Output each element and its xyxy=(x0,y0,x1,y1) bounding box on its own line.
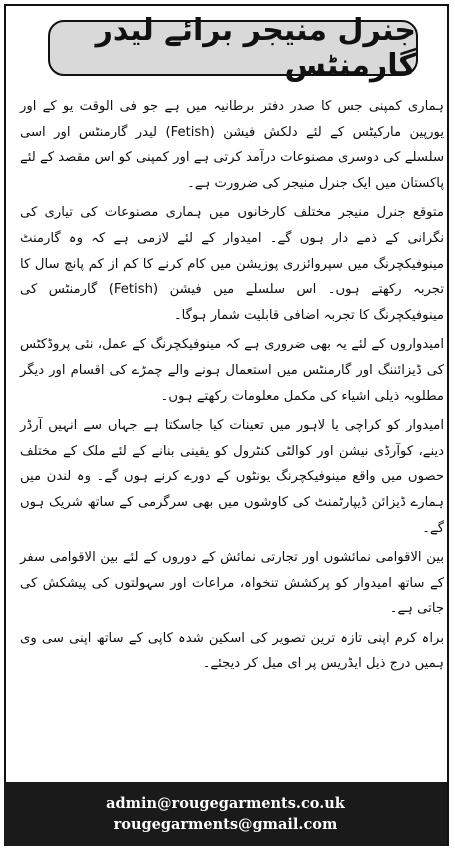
paragraph-benefits: بین الاقوامی نمائشوں اور تجارتی نمائش کے دوروں کے لئے بین الاقوامی سفر کے ساتھ امیدوار کو پرکشش تنخواہ، مراعات اور سہولتوں کی پیشکش کی جاتی ہے۔ xyxy=(20,550,444,617)
paragraph-how-to-apply: براہ کرم اپنی تازہ ترین تصویر کی اسکین شدہ کاپی کے ساتھ اپنی سی وی ہمیں درج ذیل ایڈریس پر ای میل کر دیجئے۔ xyxy=(20,630,444,672)
ad-title: جنرل منیجر برائے لیدر گارمنٹس xyxy=(95,13,416,83)
contact-email-secondary[interactable]: rougegarments@gmail.com xyxy=(113,816,338,833)
paragraph-responsibilities: متوقع جنرل منیجر مختلف کارخانوں میں ہماری مصنوعات کی تیاری کی نگرانی کے ذمے دار ہوں گے۔ امیدوار کے لئے لازمی ہے کہ وہ گارمنٹ مینوفیکچرنگ میں سپروائزری پوزیشن میں کام کرنے کا کم از کم پانچ سال کا تجربہ رکھتے ہوں۔ اس سلسلے میں فیشن (Fetish) گارمنٹس کی مینوفیکچرنگ کا تجربہ اضافی قابلیت شمار ہوگا۔ xyxy=(20,205,444,323)
contact-footer xyxy=(4,782,447,846)
title-banner xyxy=(48,13,418,83)
advertisement-frame xyxy=(4,4,449,846)
contact-email-primary[interactable]: admin@rougegarments.co.uk xyxy=(106,795,345,812)
paragraph-location: امیدوار کو کراچی یا لاہور میں تعینات کیا جاسکتا ہے جہاں سے انہیں آرڈر دینے، کوآرڈی نیشن اور کوالٹی کنٹرول کو یقینی بنانے کے لئے ملک کے مختلف حصوں میں واقع مینوفیکچرنگ یونٹوں کے دورے کرنے ہوں گے۔ وہ لندن میں ہمارے ڈیزائن ڈیپارٹمنٹ کی کاوشوں میں بھی سرگرمی کے ساتھ شریک ہوں گے۔ xyxy=(20,418,444,536)
ad-body xyxy=(20,94,444,681)
paragraph-company-intro: ہماری کمپنی جس کا صدر دفتر برطانیہ میں ہے جو فی الوقت یو کے اور یورپین مارکیٹس کے لئے دلکش فیشن (Fetish) لیدر گارمنٹس اور اسی سلسلے کی دوسری مصنوعات درآمد کرتی ہے اور کمپنی کو اس مقصد کے لئے پاکستان میں ایک جنرل منیجر کی ضرورت ہے۔ xyxy=(20,99,444,191)
paragraph-requirements: امیدواروں کے لئے یہ بھی ضروری ہے کہ مینوفیکچرنگ کے عمل، نئی پروڈکٹس کی ڈیزائننگ اور گارمنٹس میں استعمال ہونے والے چمڑے کی اقسام اور دیگر مطلوبہ ذیلی اشیاء کی مکمل معلومات رکھتے ہوں۔ xyxy=(20,337,444,404)
